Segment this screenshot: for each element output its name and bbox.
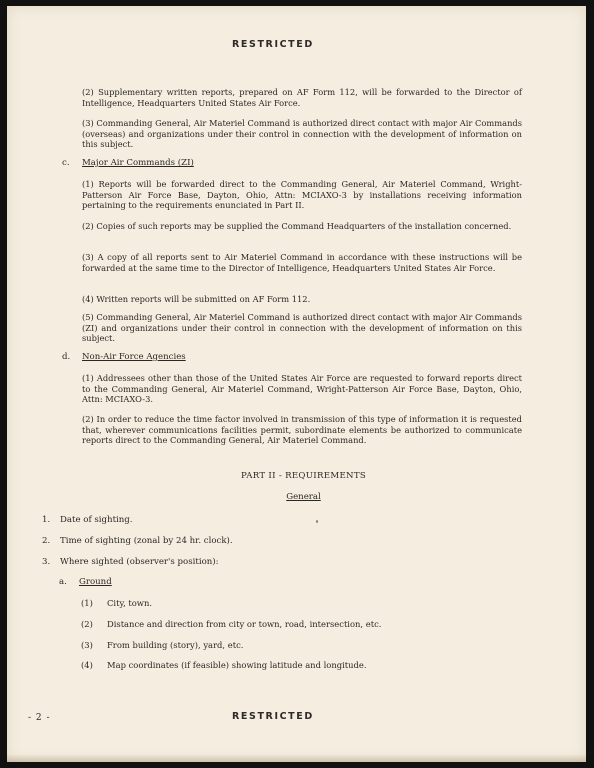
paragraph-c3: (3) A copy of all reports sent to Air Materiel Command in accordance with these instructions will be forwarded at the same time to the Director of Intelligence, Headquarters United States Air Force. xyxy=(82,252,522,273)
paper-edge-shadow xyxy=(7,754,586,762)
paragraph-c4: (4) Written reports will be submitted on AF Form 112. xyxy=(82,294,311,304)
paragraph-b3: (3) Commanding General, Air Materiel Command is authorized direct contact with major Air Commands (overseas) and organizations under their control in connection with the development of information on this subject. xyxy=(82,118,522,149)
requirement-text: Time of sighting (zonal by 24 hr. clock). xyxy=(60,536,233,546)
classification-header: RESTRICTED xyxy=(232,39,314,50)
requirement-number: 3. xyxy=(42,557,51,567)
page-number: - 2 - xyxy=(28,713,51,723)
requirement-text: Date of sighting. xyxy=(60,515,133,525)
ground-item-number: (4) xyxy=(81,660,93,670)
requirement-number: 1. xyxy=(42,515,51,525)
paragraph-c2: (2) Copies of such reports may be supplied the Command Headquarters of the installation concerned. xyxy=(82,221,512,231)
subsection-a-letter: a. xyxy=(59,577,67,587)
paper-speck xyxy=(316,520,318,523)
paragraph-b2: (2) Supplementary written reports, prepared on AF Form 112, will be forwarded to the Director of Intelligence, Headquarters United States Air Force. xyxy=(82,87,522,108)
requirement-text: Where sighted (observer's position): xyxy=(60,557,219,567)
document-page xyxy=(7,6,586,762)
section-c-letter: c. xyxy=(62,158,70,168)
paragraph-d2: (2) In order to reduce the time factor involved in transmission of this type of information it is requested that, wherever communications facilities permit, subordinate elements be authorized to communicate reports direct to the Commanding General, Air Materiel Command. xyxy=(82,414,522,445)
ground-item-text: Map coordinates (if feasible) showing latitude and longitude. xyxy=(107,660,367,670)
section-d-heading: Non-Air Force Agencies xyxy=(82,352,186,362)
paragraph-c1: (1) Reports will be forwarded direct to the Commanding General, Air Materiel Command, Wright-Patterson Air Force Base, Dayton, Ohio, Attn: MCIAXO-3 by installations receiving information pertaining to the requirements enunciated in Part II. xyxy=(82,179,522,210)
classification-footer: RESTRICTED xyxy=(232,711,314,722)
paragraph-d1: (1) Addressees other than those of the United States Air Force are requested to forward reports direct to the Commanding General, Air Materiel Command, Wright-Patterson Air Force Base, Dayton, Ohio, Attn: MCIAXO-3. xyxy=(82,373,522,404)
ground-item-number: (1) xyxy=(81,598,93,608)
section-d-letter: d. xyxy=(62,352,71,362)
ground-item-text: Distance and direction from city or town, road, intersection, etc. xyxy=(107,619,382,629)
part-ii-subtitle: General xyxy=(286,492,321,502)
ground-item-number: (2) xyxy=(81,619,93,629)
part-ii-title: PART II - REQUIREMENTS xyxy=(240,471,367,481)
section-c-heading: Major Air Commands (ZI) xyxy=(82,158,194,168)
requirement-number: 2. xyxy=(42,536,51,546)
paragraph-c5: (5) Commanding General, Air Materiel Command is authorized direct contact with major Air Commands (ZI) and organizations under their control in connection with the development of information on this subject. xyxy=(82,312,522,343)
ground-item-text: City, town. xyxy=(107,598,153,608)
ground-item-number: (3) xyxy=(81,640,93,650)
subsection-a-heading: Ground xyxy=(79,577,112,587)
ground-item-text: From building (story), yard, etc. xyxy=(107,640,244,650)
